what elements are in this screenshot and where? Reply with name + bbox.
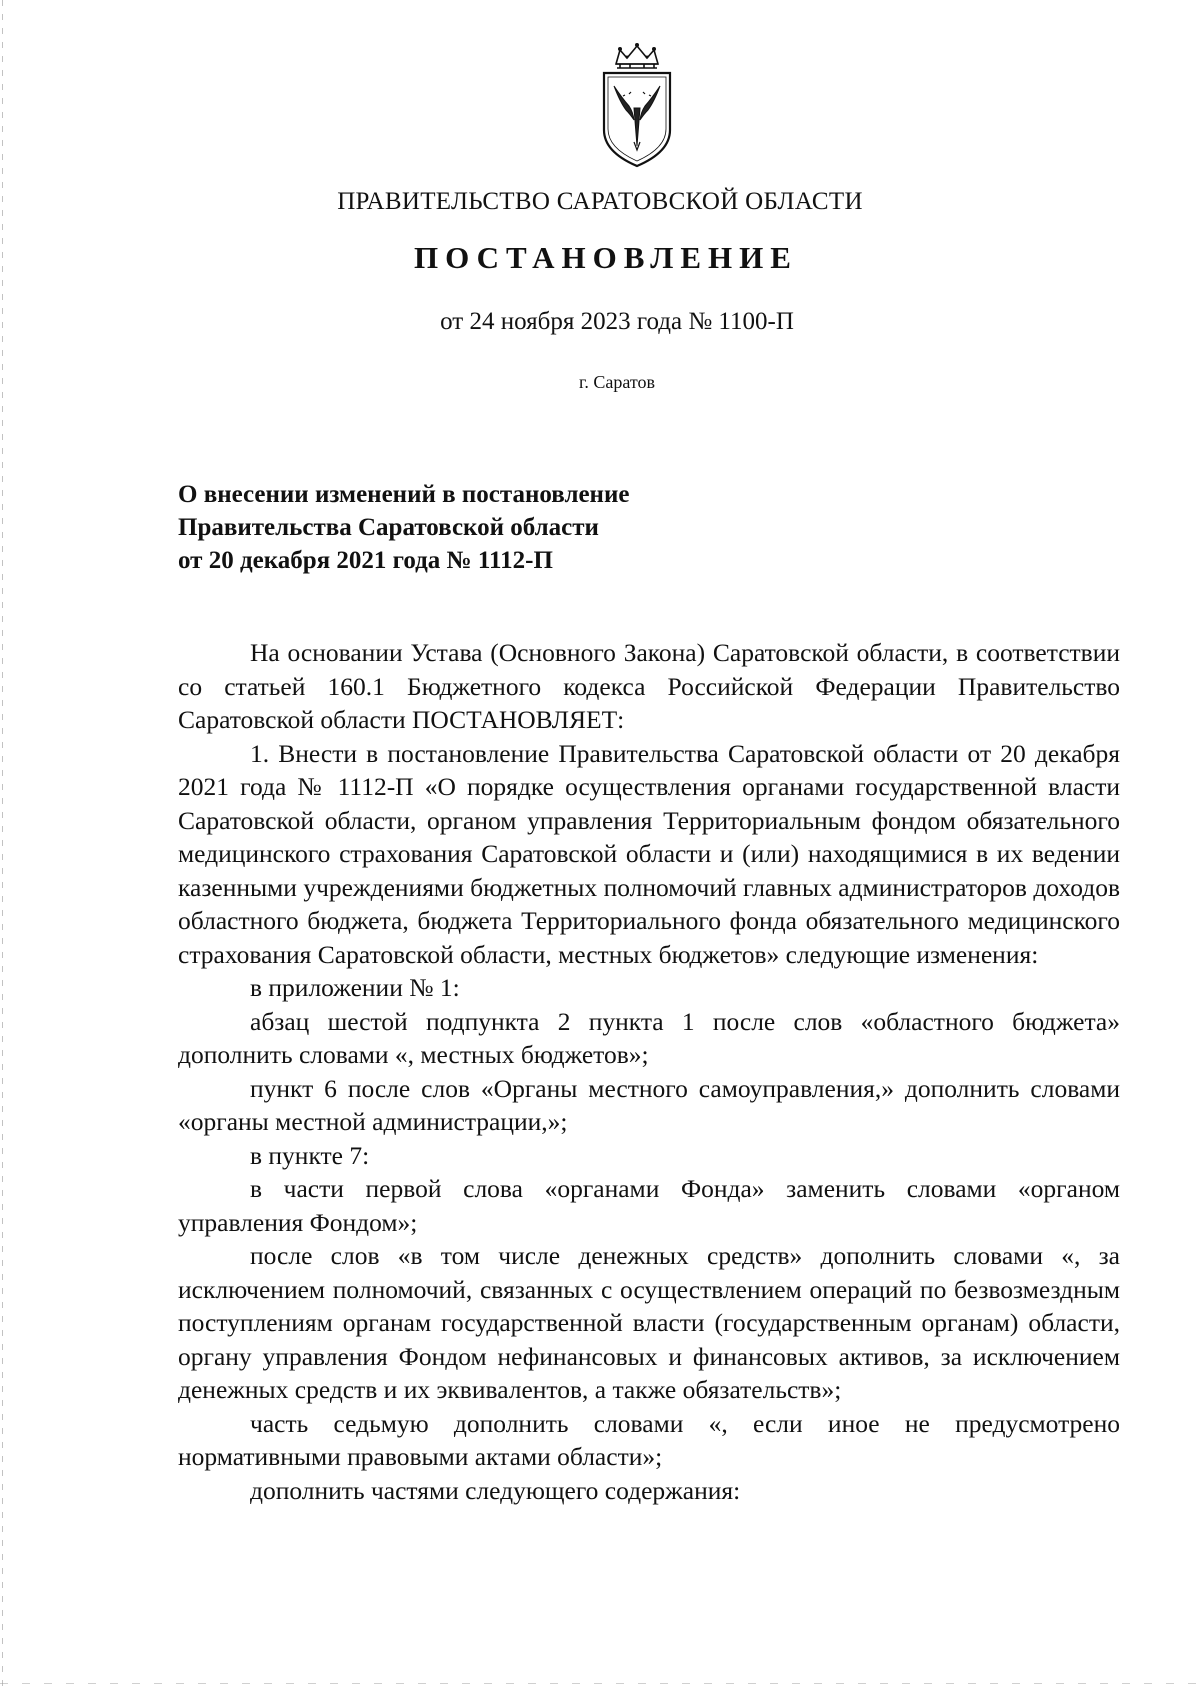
document-type: ПОСТАНОВЛЕНИЕ	[414, 240, 798, 275]
body-paragraph: дополнить частями следующего содержания:	[250, 1475, 741, 1505]
organization-name: ПРАВИТЕЛЬСТВО САРАТОВСКОЙ ОБЛАСТИ	[337, 188, 863, 215]
body-paragraph: в приложении № 1:	[250, 973, 460, 1002]
subject-line: от 20 декабря 2021 года № 1112-П	[178, 547, 553, 574]
body-paragraph: в части первой слова «органами Фонда» заменить словами «органом управления Фондом»;	[178, 1174, 1120, 1237]
saratov-coat-of-arms-icon	[596, 42, 678, 170]
document-date-number: от 24 ноября 2023 года № 1100-П	[440, 308, 794, 335]
subject-line: О внесении изменений в постановление	[178, 481, 630, 508]
scan-edge-bottom	[0, 1683, 1200, 1684]
subject-line: Правительства Саратовской области	[178, 514, 599, 541]
document-subject	[178, 478, 629, 577]
document-body	[178, 636, 1120, 1507]
body-paragraph: после слов «в том числе денежных средств» дополнить словами «, за исключением полномочий, связанных с осуществлением операций по безвозмездным поступлениям органам государственной власти (государственным органам) области, органу управления Фондом нефинансовых и финансовых активов, за исключением денежных средств и их эквивалентов, а также обязательств»;	[178, 1241, 1120, 1404]
body-paragraph: в пункте 7:	[250, 1140, 370, 1170]
body-paragraph: На основании Устава (Основного Закона) Саратовской области, в соответствии со статьей 160.1 Бюджетного кодекса Российской Федерации Правительство Саратовской области ПОСТАНОВЛЯЕТ:	[178, 638, 1120, 734]
body-paragraph: 1. Внести в постановление Правительства Саратовской области от 20 декабря 2021 года № 1112-П «О порядке осуществления органами государственной власти Саратовской области, органом управления Территориальным фондом обязательного медицинского страхования Саратовской области и (или) находящимися в их ведении казенными учреждениями бюджетных полномочий главных администраторов доходов областного бюджета, бюджета Территориального фонда обязательного медицинского страхования Саратовской области, местных бюджетов» следующие изменения:	[178, 738, 1120, 969]
body-paragraph: пункт 6 после слов «Органы местного самоуправления,» дополнить словами «органы местной администрации,»;	[178, 1073, 1120, 1136]
body-paragraph: абзац шестой подпункта 2 пункта 1 после слов «областного бюджета» дополнить словами «, местных бюджетов»;	[178, 1006, 1120, 1069]
body-paragraph: часть седьмую дополнить словами «, если иное не предусмотрено нормативными правовыми актами области»;	[178, 1408, 1120, 1471]
document-city: г. Саратов	[579, 372, 655, 392]
